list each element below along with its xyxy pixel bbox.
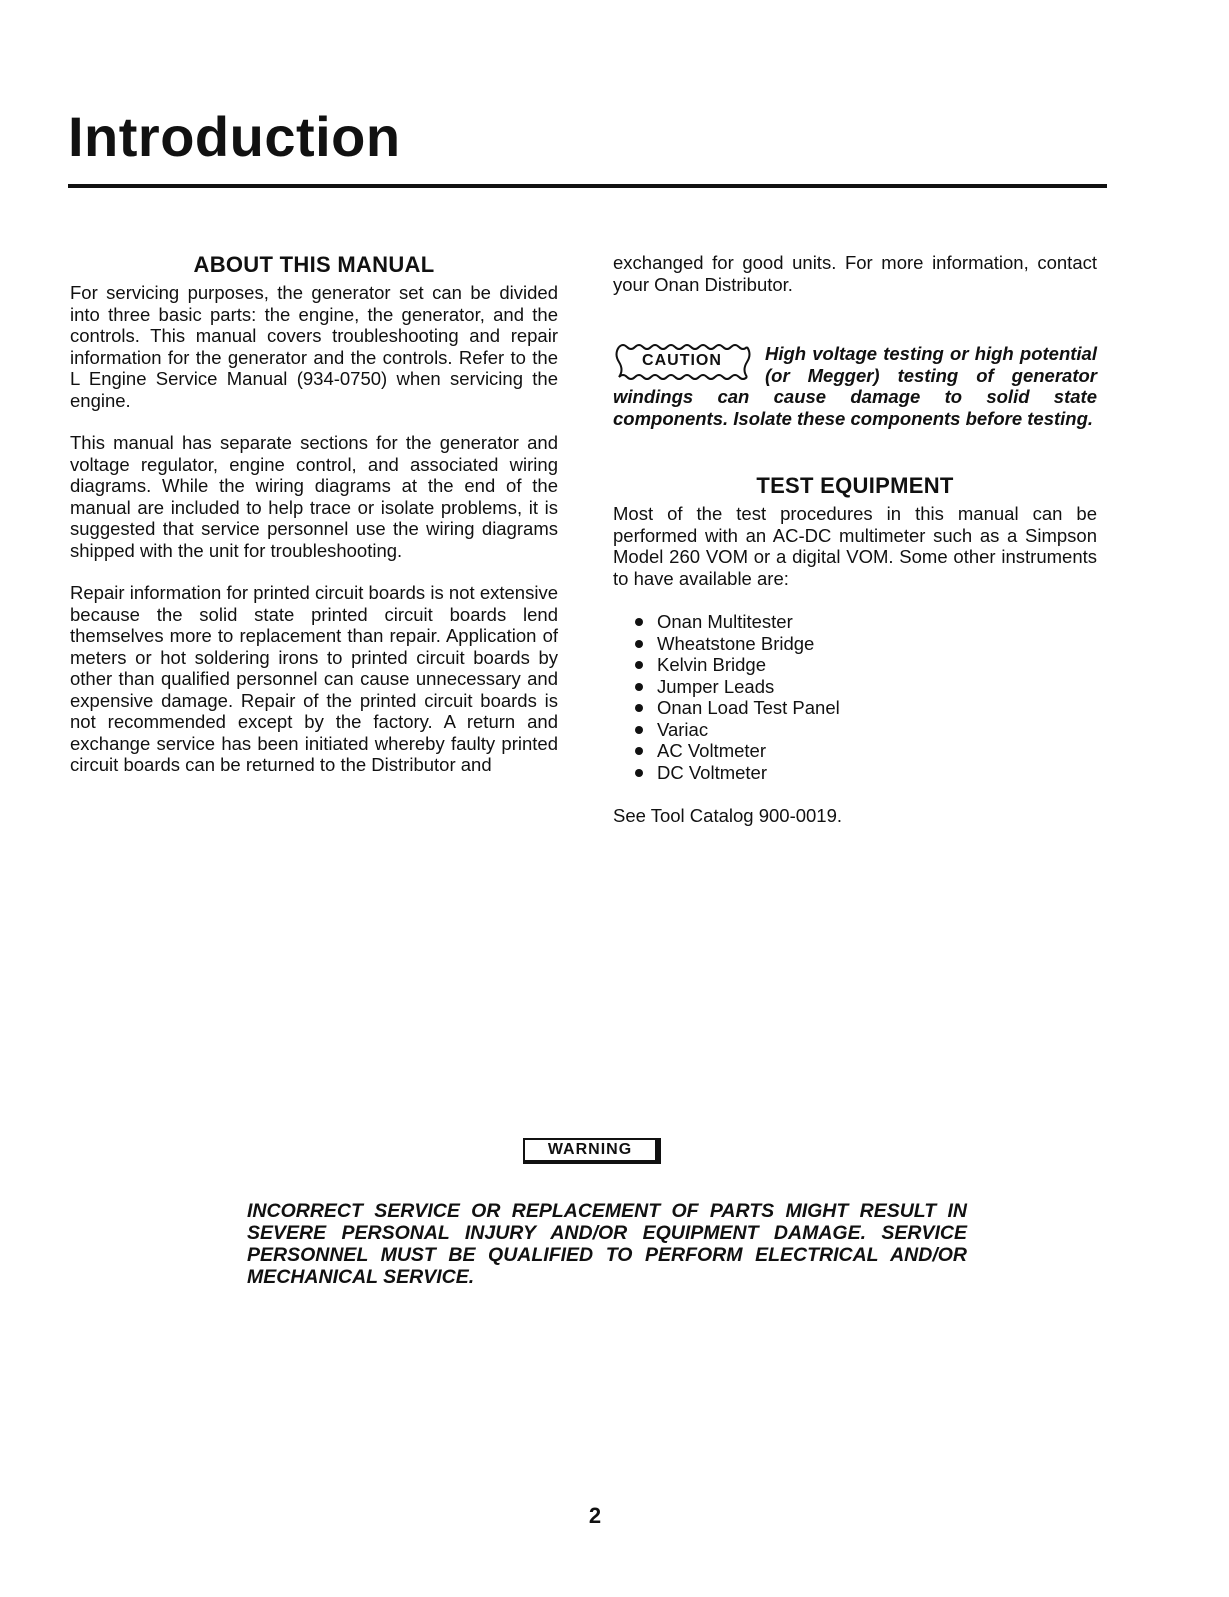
list-item: DC Voltmeter (635, 762, 1097, 784)
test-equipment-intro: Most of the test procedures in this manual can be performed with an AC-DC multimeter such as a Simpson Model 260 VOM or a digital VOM. Some other instruments to have available are: (613, 503, 1097, 589)
warning-text: INCORRECT SERVICE OR REPLACEMENT OF PARTS MIGHT RESULT IN SEVERE PERSONAL INJURY AND/OR EQUIPMENT DAMAGE. SERVICE PERSONNEL MUST BE QUALIFIED TO PERFORM ELECTRICAL AND/OR MECHANICAL SERVICE. (247, 1200, 967, 1288)
caution-label: CAUTION (642, 352, 722, 369)
about-paragraph-1: For servicing purposes, the generator set can be divided into three basic parts: the engine, the generator, and the controls. This manual covers troubleshooting and repair information for the generator and the controls. Refer to the L Engine Service Manual (934-0750) when servicing the engine. (70, 282, 558, 411)
bullet-icon (635, 640, 643, 648)
bullet-icon (635, 747, 643, 755)
list-item: Onan Load Test Panel (635, 697, 1097, 719)
right-column (613, 252, 1097, 827)
bullet-icon (635, 661, 643, 669)
tool-catalog-reference: See Tool Catalog 900-0019. (613, 805, 843, 826)
about-paragraph-2: This manual has separate sections for the generator and voltage regulator, engine control, and associated wiring diagrams. While the wiring diagrams at the end of the manual are included to help trace or isolate problems, it is suggested that service personnel use the wiring diagrams shipped with the unit for troubleshooting. (70, 432, 558, 561)
caution-block (613, 343, 1097, 429)
warning-badge (523, 1138, 665, 1168)
bullet-icon (635, 683, 643, 691)
warning-box (523, 1138, 661, 1164)
bullet-icon (635, 769, 643, 777)
bullet-icon (635, 618, 643, 626)
test-equipment-section (613, 473, 1097, 827)
caution-text: High voltage testing or high potential (or Megger) testing of generator windings can cause damage to solid state components. Isolate these components before testing. (613, 343, 1097, 429)
warning-label: WARNING (547, 1141, 633, 1158)
list-item: Kelvin Bridge (635, 654, 1097, 676)
title-rule (68, 184, 1107, 188)
page-title: Introduction (68, 105, 401, 168)
about-paragraph-3: Repair information for printed circuit boards is not extensive because the solid state printed circuit boards lend themselves more to replacement than repair. Application of meters or hot soldering irons to printed circuit boards by other than qualified personnel can cause unnecessary and expensive damage. Repair of the printed circuit boards is not recommended except by the factory. A return and exchange service has been initiated whereby faulty printed circuit boards can be returned to the Distributor and (70, 582, 558, 775)
list-item: Onan Multitester (635, 611, 1097, 633)
bullet-icon (635, 704, 643, 712)
equipment-list (635, 611, 1097, 783)
caution-badge (613, 343, 751, 381)
list-item: Variac (635, 719, 1097, 741)
test-equipment-heading: TEST EQUIPMENT (756, 473, 954, 498)
bullet-icon (635, 726, 643, 734)
list-item: AC Voltmeter (635, 740, 1097, 762)
left-column (70, 252, 558, 776)
page-number: 2 (588, 1503, 602, 1528)
list-item: Jumper Leads (635, 676, 1097, 698)
about-paragraph-continuation: exchanged for good units. For more information, contact your Onan Distributor. (613, 252, 1097, 295)
list-item: Wheatstone Bridge (635, 633, 1097, 655)
about-heading: ABOUT THIS MANUAL (193, 252, 435, 277)
